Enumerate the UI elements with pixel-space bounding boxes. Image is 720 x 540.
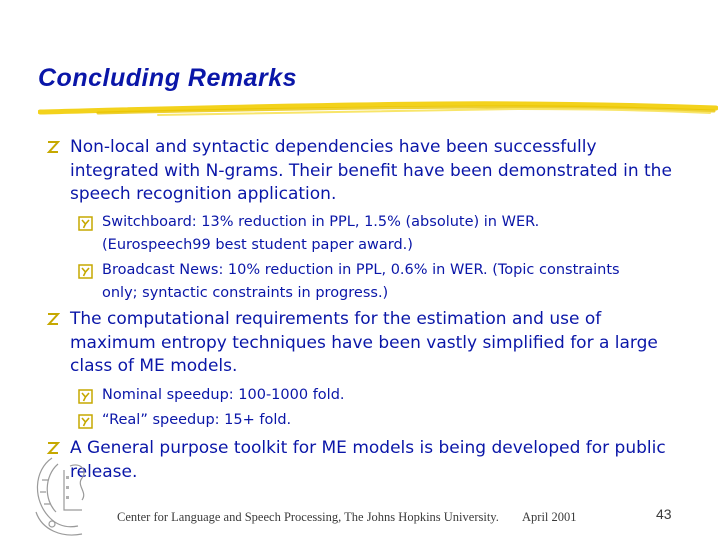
clsp-logo xyxy=(22,440,112,540)
sub-bullet-item xyxy=(78,259,638,305)
y-checkbox-bullet-icon xyxy=(78,389,93,404)
bullet-item xyxy=(46,308,686,379)
slide-title: Concluding Remarks xyxy=(38,64,298,92)
bullet-item xyxy=(46,437,686,484)
footer-date: April 2001 xyxy=(522,510,577,524)
bullet-text: The computational requirements for the estimation and use of maximum entropy techniques have been vastly simplified for a large class of ME models. xyxy=(70,309,658,376)
sub-bullet-text: Switchboard: 13% reduction in PPL, 1.5% (absolute) in WER. (Eurospeech99 best student paper award.) xyxy=(102,214,540,253)
sub-bullet-text: “Real” speedup: 15+ fold. xyxy=(102,412,292,428)
sub-bullet-text: Nominal speedup: 100-1000 fold. xyxy=(102,387,345,403)
bullet-text: A General purpose toolkit for ME models is being developed for public release. xyxy=(70,438,666,482)
sub-bullet-text: Broadcast News: 10% reduction in PPL, 0.6% in WER. (Topic constraints only; syntactic constraints in progress.) xyxy=(102,262,620,301)
bullet-text: Non-local and syntactic dependencies have been successfully integrated with N-grams. Their benefit have been demonstrated in the speech recognition application. xyxy=(70,137,672,204)
sub-bullet-item xyxy=(78,384,638,407)
z-bullet-icon xyxy=(46,311,60,327)
y-checkbox-bullet-icon xyxy=(78,414,93,429)
footer-institution: Center for Language and Speech Processing, The Johns Hopkins University. xyxy=(117,510,499,524)
page-number: 43 xyxy=(656,506,672,522)
bullet-item xyxy=(46,136,686,207)
title-underline-icon xyxy=(38,100,718,122)
sub-bullet-item xyxy=(78,211,638,257)
z-bullet-icon xyxy=(46,139,60,155)
y-checkbox-bullet-icon xyxy=(78,264,93,279)
y-checkbox-bullet-icon xyxy=(78,216,93,231)
sub-bullet-item xyxy=(78,409,638,432)
